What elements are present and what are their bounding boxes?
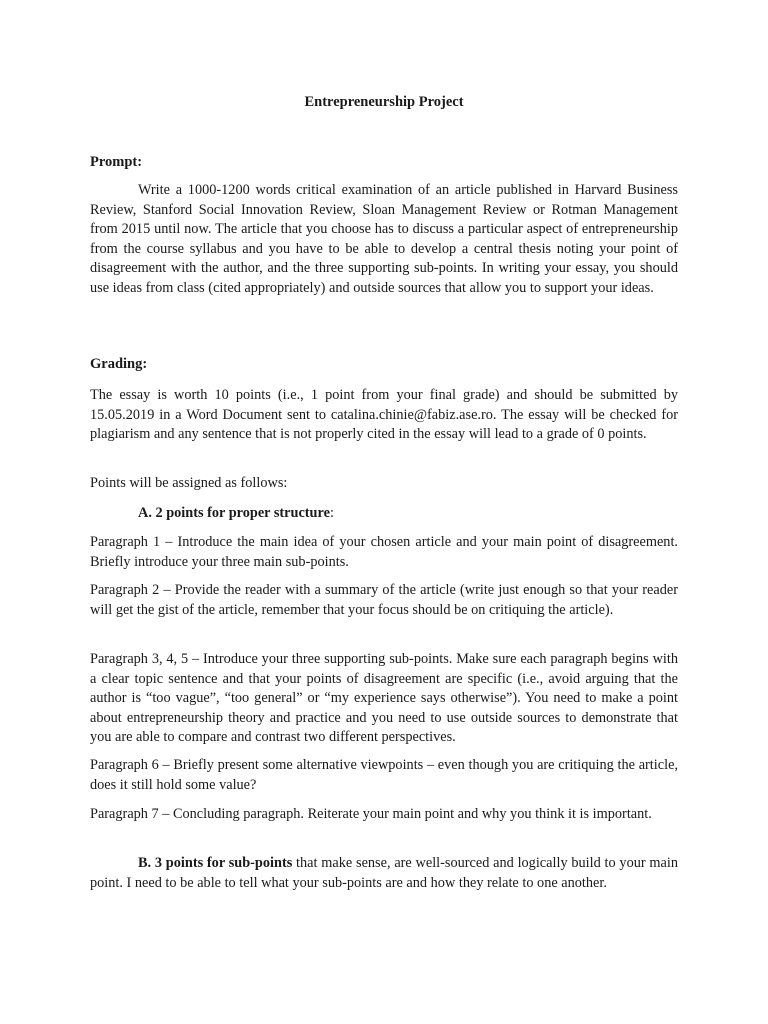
section-b-label: B. 3 points for sub-points	[138, 855, 293, 871]
paragraph-6-item: Paragraph 6 – Briefly present some alternative viewpoints – even though you are critiquing the article, does it still hold some value?	[90, 757, 678, 793]
grading-intro-paragraph: The essay is worth 10 points (i.e., 1 point from your final grade) and should be submitted by 15.05.2019 in a Word Document sent to catalina.chinie@fabiz.ase.ro. The essay will be checked for plagiarism and any sentence that is not properly cited in the essay will lead to a grade of 0 points.	[90, 387, 678, 443]
paragraph-2-item: Paragraph 2 – Provide the reader with a summary of the article (write just enough so that your reader will get the gist of the article, remember that your focus should be on critiquing the article).	[90, 582, 678, 618]
section-a-heading	[138, 504, 334, 524]
paragraph-345-item: Paragraph 3, 4, 5 – Introduce your three supporting sub-points. Make sure each paragraph begins with a clear topic sentence and that your points of disagreement are specific (i.e., avoid arguing that the author is “too vague”, “too general” or “my experience says otherwise”). You need to make a point about entrepreneurship theory and practice and you need to use outside sources to demonstrate that you are able to compare and contrast two different perspectives.	[90, 651, 678, 746]
section-a-label: A. 2 points for proper structure	[138, 505, 330, 521]
prompt-paragraph: Write a 1000-1200 words critical examination of an article published in Harvard Business Review, Stanford Social Innovation Review, Sloan Management Review or Rotman Management from 2015 until now. The article that you choose has to discuss a particular aspect of entrepreneurship from the course syllabus and you have to be able to develop a central thesis noting your point of disagreement with the author, and the three supporting sub-points. In writing your essay, you should use ideas from class (cited appropriately) and outside sources that allow you to support your ideas.	[90, 182, 678, 296]
section-a-suffix: :	[329, 505, 334, 521]
paragraph-7-item: Paragraph 7 – Concluding paragraph. Reiterate your main point and why you think it is important.	[90, 806, 652, 822]
grading-heading: Grading:	[90, 356, 148, 372]
section-b-paragraph	[90, 854, 678, 893]
prompt-heading: Prompt:	[90, 154, 143, 170]
section-b-text: that make sense, are well-sourced and logically build to your main point. I need to be able to tell what your sub-points are and how they relate to one another.	[90, 855, 678, 891]
document-title: Entrepreneurship Project	[304, 94, 464, 110]
points-assigned-line: Points will be assigned as follows:	[90, 475, 288, 491]
paragraph-1-item: Paragraph 1 – Introduce the main idea of your chosen article and your main point of disagreement. Briefly introduce your three main sub-points.	[90, 534, 678, 570]
